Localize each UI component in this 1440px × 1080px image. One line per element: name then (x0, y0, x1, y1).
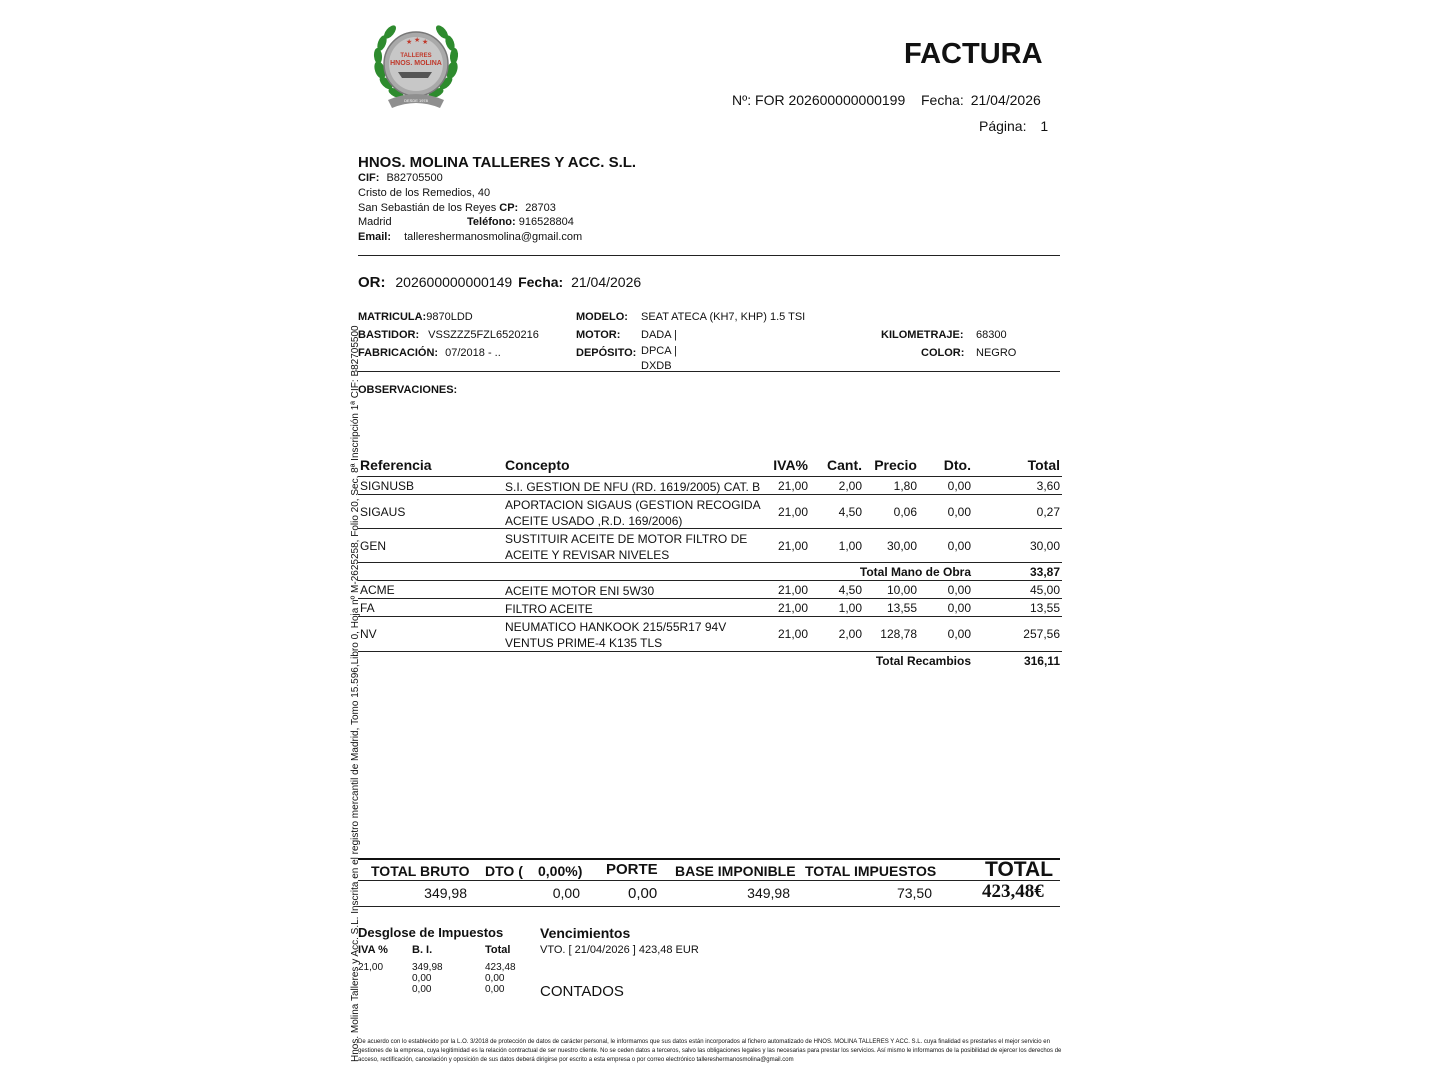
invoice-number: FOR 202600000000199 (755, 92, 906, 108)
modelo-value: SEAT ATECA (KH7, KHP) 1.5 TSI (641, 311, 806, 323)
motor-label: MOTOR: (576, 329, 621, 341)
row-cant: 4,50 (838, 583, 862, 597)
page-label: Página: (979, 118, 1027, 134)
tax-total-value: 0,00 (485, 984, 505, 995)
divider (358, 858, 1060, 860)
row-precio: 1,80 (893, 479, 917, 493)
row-total: 13,55 (1029, 601, 1060, 615)
divider (358, 371, 1060, 372)
divider (358, 906, 1060, 907)
row-total: 45,00 (1029, 583, 1060, 597)
total-bruto-value: 349,98 (424, 885, 467, 901)
row-precio: 30,00 (886, 539, 917, 553)
row-ref: GEN (360, 539, 387, 553)
row-ref: SIGNUSB (360, 479, 415, 493)
due-title: Vencimientos (540, 925, 631, 941)
company-cif (358, 172, 443, 184)
or-date-label: Fecha: (518, 274, 564, 290)
row-ref: FA (360, 601, 375, 615)
row-dto: 0,00 (947, 601, 971, 615)
invoice-number-line (732, 92, 905, 108)
page-number: 1 (1040, 118, 1049, 134)
svg-text:TALLERES: TALLERES (400, 53, 432, 59)
row-ref: ACME (360, 583, 395, 597)
bastidor-label: BASTIDOR: (358, 329, 420, 341)
fabricacion-value: 07/2018 - .. (445, 347, 501, 359)
tax-bi-value: 0,00 (412, 984, 432, 995)
or-line (358, 274, 641, 291)
row-dto: 0,00 (947, 627, 971, 641)
tax-bi-value: 349,98 (412, 962, 443, 973)
total-impuestos-value: 73,50 (896, 885, 932, 901)
row-concept: FILTRO ACEITE (505, 602, 593, 616)
company-city: San Sebastián de los Reyes (358, 202, 497, 214)
company-province: Madrid (358, 216, 392, 228)
cp-value: 28703 (525, 202, 556, 214)
privacy-line: acceso, rectificación, cancelación y oposición de sus datos deberá dirigirse por escrito a esta empresa o por correo electrónico tallereshermanosmolina@gmail.com (358, 1057, 794, 1063)
row-total: 3,60 (1036, 479, 1060, 493)
row-concept: SUSTITUIR ACEITE DE MOTOR FILTRO DE ACEITE Y REVISAR NIVELES (505, 532, 748, 562)
dto-percent: 0,00%) (538, 863, 583, 879)
header-concepto: Concepto (505, 457, 570, 473)
registry-notice: Hnos. Molina Talleres y Acc. S.L. Inscrita en el registro mercantil de Madrid, Tomo 15.596,Libro 0, Hoja nº M-2625258, Folio 20, Sec. 8ª Inscripción 1ª CIF: B82705500 (350, 325, 361, 1062)
email-value: tallereshermanosmolina@gmail.com (404, 231, 583, 243)
company-logo (368, 20, 464, 112)
bastidor (358, 329, 539, 341)
due-line: VTO. [ 21/04/2026 ] 423,48 EUR (540, 944, 699, 956)
or-label: OR: (358, 274, 386, 291)
grand-total-value: 423,48€ (982, 881, 1044, 902)
row-precio: 13,55 (886, 601, 917, 615)
phone-label: Teléfono: (467, 216, 516, 228)
row-cant: 1,00 (838, 539, 862, 553)
row-precio: 0,06 (893, 505, 917, 519)
invoice-number-label: Nº: (732, 92, 752, 108)
deposito-label: DEPÓSITO: (576, 347, 637, 359)
total-bruto-label: TOTAL BRUTO (371, 863, 470, 879)
header-dto: Dto. (943, 457, 971, 473)
cp-label: CP: (499, 202, 519, 214)
kilometraje-value: 68300 (976, 329, 1007, 341)
or-number: 202600000000149 (395, 274, 513, 290)
row-total: 257,56 (1023, 627, 1060, 641)
total-impuestos-label: TOTAL IMPUESTOS (805, 863, 937, 879)
row-cant: 4,50 (838, 505, 862, 519)
fabricacion-label: FABRICACIÓN: (358, 347, 439, 359)
divider (358, 616, 1062, 617)
row-concept: ACEITE MOTOR ENI 5W30 (505, 584, 655, 598)
row-cant: 1,00 (838, 601, 862, 615)
row-iva: 21,00 (777, 627, 808, 641)
row-dto: 0,00 (947, 479, 971, 493)
row-dto: 0,00 (947, 505, 971, 519)
row-cant: 2,00 (838, 479, 862, 493)
deposito-value-2: DXDB (641, 360, 672, 372)
tax-header-iva: IVA % (358, 944, 388, 956)
matricula-label: MATRICULA: (358, 311, 427, 323)
row-total: 0,27 (1036, 505, 1060, 519)
row-precio: 10,00 (886, 583, 917, 597)
tax-total-value: 423,48 (485, 962, 516, 973)
kilometraje-label: KILOMETRAJE: (881, 329, 964, 341)
company-email (358, 231, 582, 243)
row-iva: 21,00 (777, 583, 808, 597)
invoice-date-line (921, 92, 1041, 108)
fabricacion (358, 347, 501, 359)
parts-total-label: Total Recambios (875, 654, 971, 668)
header-iva: IVA% (773, 457, 808, 473)
base-imponible-label: BASE IMPONIBLE (675, 863, 796, 879)
header-referencia: Referencia (360, 457, 432, 473)
row-iva: 21,00 (777, 505, 808, 519)
or-date: 21/04/2026 (571, 274, 642, 290)
company-city-line (358, 202, 556, 214)
phone-value: 916528804 (518, 216, 574, 228)
row-dto: 0,00 (947, 539, 971, 553)
page-number-line (979, 118, 1048, 134)
matricula (358, 311, 473, 323)
matricula-value: 9870LDD (426, 311, 473, 323)
company-phone (467, 216, 574, 228)
row-concept: APORTACION SIGAUS (GESTION RECOGIDA ACEITE USADO ,R.D. 169/2006) (505, 498, 760, 528)
privacy-line: De acuerdo con lo establecido por la L.O. 3/2018 de protección de datos de carácter personal, le informamos que sus datos están incorporados al fichero automatizado de HNOS. MOLINA TALLERES Y ACC. S.L. cuya finalidad es prestarles el mejor servicio en (358, 1039, 1050, 1045)
svg-text:★: ★ (414, 37, 421, 44)
observaciones-label: OBSERVACIONES: (358, 384, 458, 396)
labor-total-label: Total Mano de Obra (859, 565, 971, 579)
modelo-label: MODELO: (576, 311, 628, 323)
tax-bi-value: 0,00 (412, 973, 432, 984)
parts-total-value: 316,11 (1023, 654, 1060, 668)
dto-value: 0,00 (552, 885, 580, 901)
grand-total-label: TOTAL (985, 858, 1054, 881)
row-iva: 21,00 (777, 601, 808, 615)
email-label: Email: (358, 231, 392, 243)
color-value: NEGRO (976, 347, 1017, 359)
header-total: Total (1027, 457, 1060, 473)
divider (358, 494, 1062, 495)
row-iva: 21,00 (777, 479, 808, 493)
deposito-value-1: DPCA | (641, 345, 677, 357)
divider (358, 255, 1060, 256)
header-precio: Precio (874, 457, 917, 473)
divider (358, 528, 1062, 529)
motor-value: DADA | (641, 329, 677, 341)
labor-total-value: 33,87 (1029, 565, 1060, 579)
svg-text:DESDE 1978: DESDE 1978 (404, 98, 428, 103)
tax-breakdown-title: Desglose de Impuestos (358, 925, 504, 940)
privacy-notice (358, 1038, 1062, 1065)
svg-text:★: ★ (406, 39, 413, 46)
divider (358, 562, 1062, 563)
company-address: Cristo de los Remedios, 40 (358, 187, 491, 199)
cif-value: B82705500 (386, 172, 443, 184)
porte-value: 0,00 (628, 885, 658, 902)
divider (358, 580, 1062, 581)
row-iva: 21,00 (777, 539, 808, 553)
invoice-date: 21/04/2026 (970, 92, 1041, 108)
row-ref: NV (360, 627, 377, 641)
invoice-date-label: Fecha: (921, 92, 964, 108)
divider (358, 651, 1062, 652)
divider (358, 880, 1060, 881)
cif-label: CIF: (358, 172, 380, 184)
company-name: HNOS. MOLINA TALLERES Y ACC. S.L. (358, 154, 637, 171)
row-concept: NEUMATICO HANKOOK 215/55R17 94V VENTUS PRIME-4 K135 TLS (505, 620, 727, 650)
row-cant: 2,00 (838, 627, 862, 641)
payment-method: CONTADOS (540, 983, 624, 1000)
row-ref: SIGAUS (360, 505, 406, 519)
divider (358, 598, 1062, 599)
color-label: COLOR: (921, 347, 965, 359)
svg-text:★: ★ (422, 39, 429, 46)
row-dto: 0,00 (947, 583, 971, 597)
row-total: 30,00 (1029, 539, 1060, 553)
privacy-line: gestiones de la empresa, cuya legitimidad es la relación contractual de ser nuestro cliente. No se ceden datos a terceros, salvo las obligaciones legales y las necesarias para prestar los servicios. Así mismo le informamos de la posibilidad de ejercer los derechos de (358, 1048, 1062, 1054)
row-precio: 128,78 (880, 627, 917, 641)
header-cant: Cant. (827, 457, 862, 473)
base-imponible-value: 349,98 (747, 885, 790, 901)
tax-header-bi: B. I. (412, 944, 433, 956)
dto-label: DTO ( (485, 863, 523, 879)
tax-iva-value: 21,00 (358, 962, 384, 973)
document-title: FACTURA (904, 38, 1043, 70)
tax-header-total: Total (485, 944, 511, 956)
row-concept: S.I. GESTION DE NFU (RD. 1619/2005) CAT. B (505, 480, 761, 494)
bastidor-value: VSSZZZ5FZL6520216 (428, 329, 539, 341)
svg-text:HNOS. MOLINA: HNOS. MOLINA (390, 60, 442, 67)
tax-total-value: 0,00 (485, 973, 505, 984)
divider (358, 476, 1062, 477)
porte-label: PORTE (606, 861, 658, 878)
